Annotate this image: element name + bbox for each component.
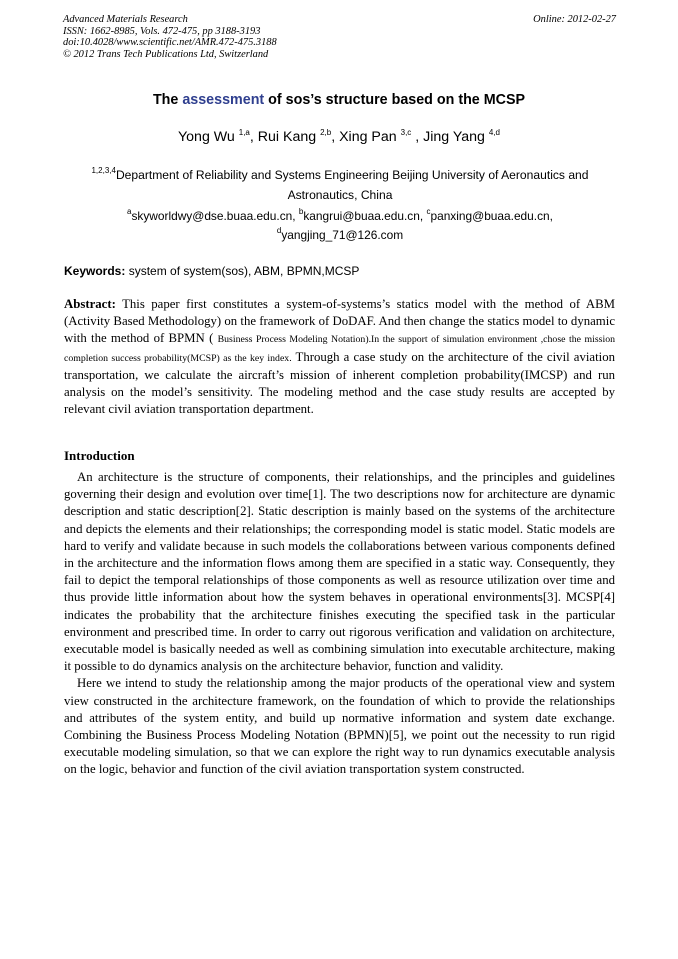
- author-separator: ,: [331, 129, 340, 145]
- email-address[interactable]: skyworldwy@dse.buaa.edu.cn: [131, 209, 293, 223]
- author-name: Xing Pan: [339, 129, 401, 145]
- introduction-body: [64, 469, 615, 779]
- email-superscript: d: [276, 226, 282, 235]
- author-superscript: 2,b: [320, 128, 332, 137]
- author-separator: ,: [411, 129, 424, 145]
- author-name: Jing Yang: [423, 129, 489, 145]
- affiliation-superscript: 1,2,3,4: [91, 166, 116, 175]
- email-address[interactable]: yangjing_71@126.com: [281, 228, 404, 242]
- title-highlight: assessment: [182, 92, 265, 108]
- abstract-text-1: This paper first constitutes a system-of-systems’s statics model with the method of ABM (Activity Based Methodology) on the framework of DoDAF. And then change the statics model to dynamic with the method of BPMN (: [64, 297, 615, 346]
- affiliation-text: Department of Reliability and Systems Engineering Beijing University of Aeronautics and Astronautics, China: [115, 168, 589, 202]
- keywords: [64, 264, 619, 278]
- paragraph: Here we intend to study the relationship among the major products of the operational view and system view constructed in the architecture framework, on the foundation of which to provide the relationships and attributes of the system entity, and build up normative information and system date exchange. Combining the Business Process Modeling Notation (BPMN)[5], we point out the necessity to run rigid executable modeling simulation, so that we can explore the right way to run dynamics executable analysis on the logic, behavior and function of the civil aviation transportation system constructed.: [64, 676, 615, 777]
- abstract: [64, 296, 615, 418]
- email-superscript: b: [298, 207, 304, 216]
- author-superscript: 4,d: [488, 128, 500, 137]
- title-part-1: The: [152, 92, 183, 108]
- paragraph: An architecture is the structure of components, their relationships, and the principles and guidelines governing their design and evolution over time[1]. The two descriptions now for architecture are dynamic description and static description[2]. Static description is mainly based on the systems of the architecture and depicts the elements and their relationships; the corresponding model is static model. Static models are hard to verify and validate because in such models the collaborations between various components defined in the architecture and the information flows among them are specified in a static way. Consequently, they fail to depict the temporal relationships of those components as well as resource utilization over time and thus provide little information about how the system behaves in operational environments[3]. MCSP[4] indicates the probability that the architecture finishes executing the specified task in the particular environment and prescribed time. In order to carry out rigorous verification and validation on architecture, executable model is basically needed as well as combining simulation into executable architecture, making it possible to do dynamics analysis on the architecture behavior, function and validity.: [64, 470, 615, 674]
- author-separator: ,: [249, 129, 258, 145]
- journal-header: [63, 14, 616, 60]
- abstract-text-2: Through a case study on the architecture of the civil aviation transportation, we calculate the aircraft’s mission of inherent completion probability(IMCSP) and run analysis on the model’s sensitivity. The modeling method and the case study results are accepted by relevant civil aviation transportation department.: [64, 349, 615, 417]
- email-list: $^a$skyworldwy@dse.buaa.edu.cn, $^b$kangrui@buaa.edu.cn, $^c$panxing@buaa.edu.cn, $^d$yangjing_71@126.com: [127, 207, 553, 242]
- author-name: Yong Wu: [178, 129, 239, 145]
- issn-line: ISSN: 1662-8985, Vols. 472-475, pp 3188-3193: [63, 25, 261, 37]
- email-address[interactable]: kangrui@buaa.edu.cn: [303, 209, 420, 223]
- author-name: Rui Kang: [257, 129, 321, 145]
- online-date: Online: 2012-02-27: [533, 14, 616, 25]
- email-address[interactable]: panxing@buaa.edu.cn: [430, 209, 550, 223]
- author-superscript: 3,c: [400, 128, 412, 137]
- doi-line: doi:10.4028/www.scientific.net/AMR.472-475.3188: [63, 37, 277, 48]
- author-superscript: 1,a: [238, 128, 250, 137]
- journal-name: Advanced Materials Research: [63, 14, 188, 25]
- email-superscript: a: [127, 207, 132, 216]
- title-part-2: of sos’s structure based on the MCSP: [264, 92, 526, 108]
- email-superscript: c: [426, 207, 431, 216]
- keywords-label: Keywords:: [64, 264, 126, 278]
- abstract-text-small: Business Process Modeling Notation).In the support of simulation environment ,chose the mission completion success probability(MCSP) as the key index.: [64, 334, 615, 364]
- keywords-text: system of system(sos), ABM, BPMN,MCSP: [125, 264, 360, 278]
- section-heading-introduction: Introduction: [64, 448, 135, 463]
- paper-title: [0, 92, 678, 108]
- author-list: [0, 129, 678, 145]
- affiliation: [70, 165, 610, 205]
- abstract-label: Abstract:: [64, 297, 116, 311]
- copyright-line: © 2012 Trans Tech Publications Ltd, Switzerland: [63, 48, 269, 60]
